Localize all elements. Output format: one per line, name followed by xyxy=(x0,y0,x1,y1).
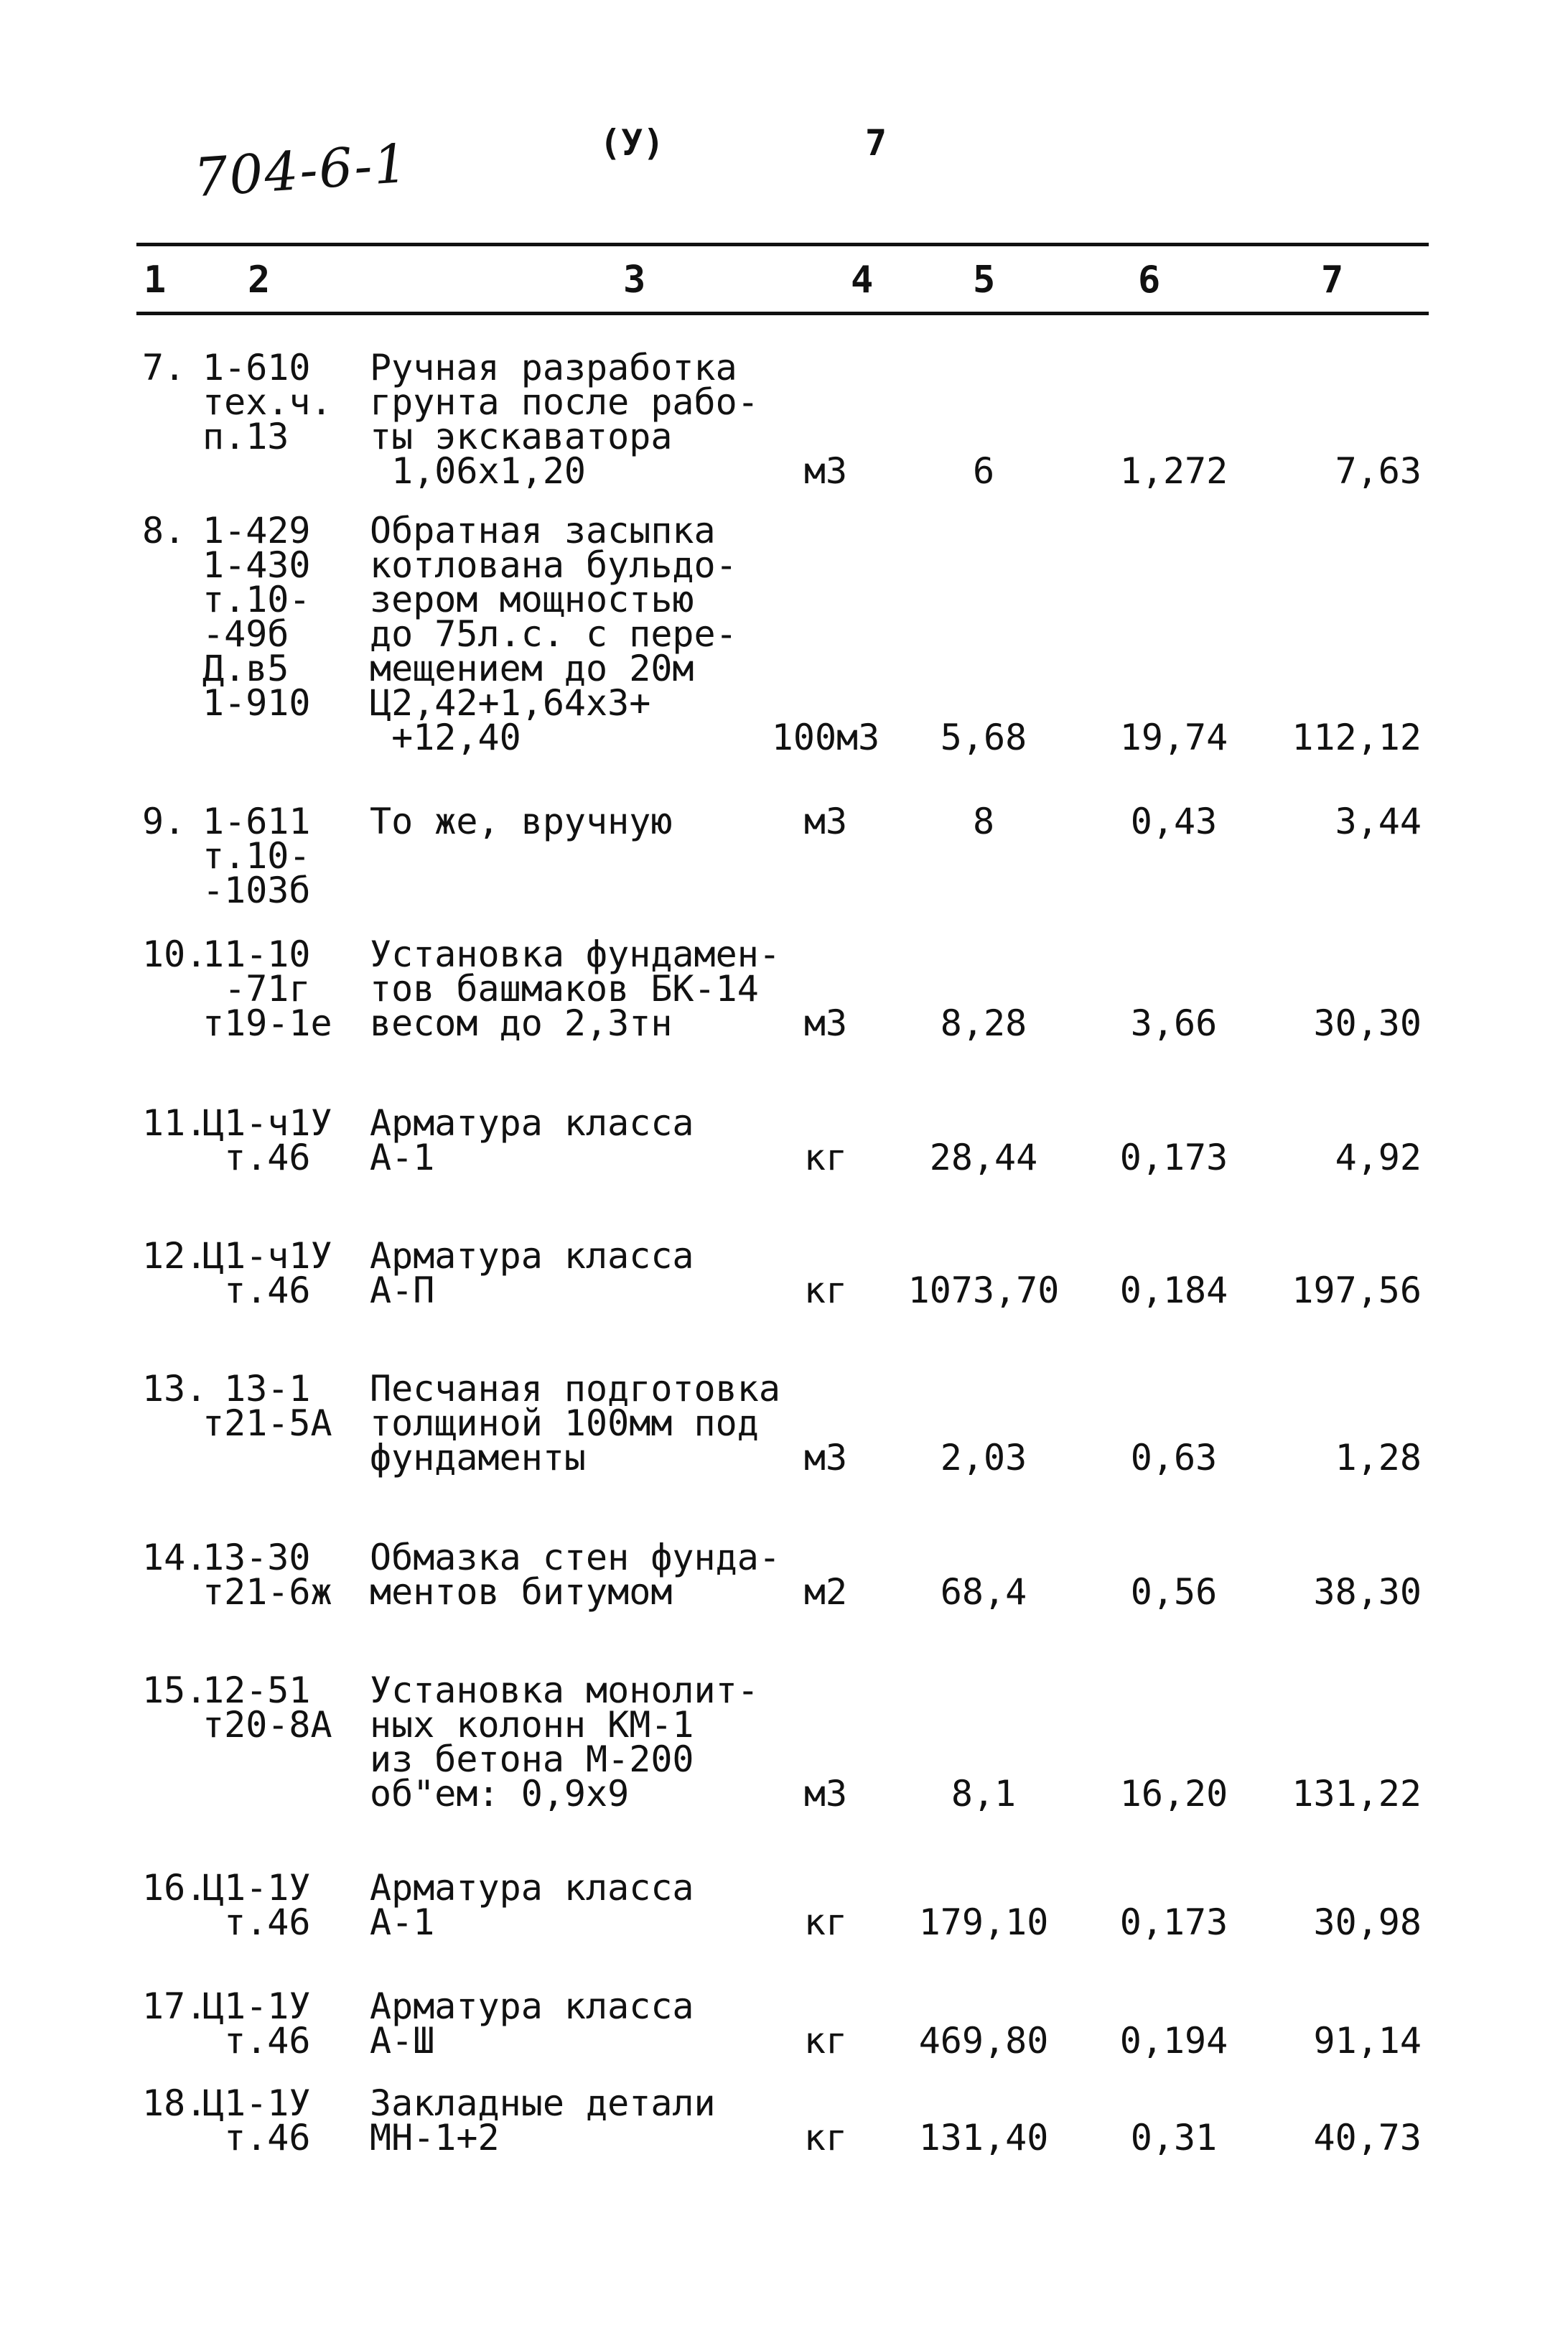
row-number: 17. xyxy=(142,1985,207,2027)
row-number: 12. xyxy=(142,1235,207,1277)
work-description xyxy=(370,801,673,842)
norm-code-line: т.10- xyxy=(202,579,311,620)
work-description-line: Закладные детали xyxy=(370,2082,716,2124)
norm-code xyxy=(202,933,332,1044)
norm-code xyxy=(202,1985,311,2062)
total-cost: 1,28 xyxy=(1335,1437,1422,1479)
work-description xyxy=(370,1368,780,1479)
quantity: 8,28 xyxy=(940,1002,1027,1044)
work-description-line: 1,06x1,20 xyxy=(370,450,587,492)
unit: кг xyxy=(803,2020,848,2062)
unit: кг xyxy=(803,1137,848,1178)
norm-code-line: Ц1-ч1У xyxy=(202,1235,332,1277)
unit-price: 0,184 xyxy=(1119,1270,1228,1311)
norm-code-line: 1-429 xyxy=(202,510,311,551)
total-cost: 91,14 xyxy=(1313,2020,1422,2062)
norm-code-line: 1-430 xyxy=(202,544,311,586)
quantity: 1073,70 xyxy=(907,1270,1060,1311)
norm-code-line: -49б xyxy=(202,613,289,655)
norm-code-line: Ц1-1У xyxy=(202,1985,311,2027)
norm-code-line: т.46 xyxy=(202,2020,311,2062)
work-description-line: из бетона М-200 xyxy=(370,1738,694,1780)
work-description-line: Арматура класса xyxy=(370,1235,694,1277)
norm-code-line: 13-1 xyxy=(202,1368,311,1410)
work-description-line: фундаменты xyxy=(370,1437,587,1479)
work-description-line: Песчаная подготовка xyxy=(370,1368,780,1410)
norm-code xyxy=(202,1670,332,1746)
norm-code-line: Ц1-1У xyxy=(202,2082,311,2124)
quantity: 5,68 xyxy=(940,717,1027,758)
unit: кг xyxy=(803,2117,848,2159)
total-cost: 3,44 xyxy=(1335,801,1422,842)
header-mark: (У) xyxy=(599,122,665,164)
quantity: 28,44 xyxy=(929,1137,1038,1178)
work-description-line: А-1 xyxy=(370,1901,435,1943)
norm-code-line: т21-6ж xyxy=(202,1571,332,1613)
norm-code-line: 1-910 xyxy=(202,682,311,724)
quantity: 8 xyxy=(972,801,995,842)
work-description-line: Обмазка стен фунда- xyxy=(370,1537,780,1578)
norm-code xyxy=(202,1537,332,1613)
unit: м2 xyxy=(803,1571,848,1613)
unit-price: 0,194 xyxy=(1119,2020,1228,2062)
quantity: 179,10 xyxy=(918,1901,1049,1943)
work-description-line: ных колонн КМ-1 xyxy=(370,1704,694,1746)
total-cost: 4,92 xyxy=(1335,1137,1422,1178)
norm-code-line: 13-30 xyxy=(202,1537,311,1578)
handwritten-code: 704-6-1 xyxy=(192,132,411,210)
work-description-line: +12,40 xyxy=(370,717,521,758)
norm-code-line: Д.в5 xyxy=(202,648,289,689)
col-header-4: 4 xyxy=(851,259,874,302)
work-description-line: Ц2,42+1,64x3+ xyxy=(370,682,651,724)
col-header-1: 1 xyxy=(144,259,167,302)
work-description-line: котлована бульдо- xyxy=(370,544,737,586)
row-number: 13. xyxy=(142,1368,207,1410)
row-number: 8. xyxy=(142,510,186,551)
quantity: 6 xyxy=(972,450,995,492)
row-number: 15. xyxy=(142,1670,207,1711)
work-description-line: весом до 2,3тн xyxy=(370,1002,673,1044)
total-cost: 7,63 xyxy=(1335,450,1422,492)
norm-code xyxy=(202,801,311,911)
work-description-line: Установка монолит- xyxy=(370,1670,759,1711)
total-cost: 40,73 xyxy=(1313,2117,1422,2159)
norm-code-line: т.46 xyxy=(202,1137,311,1178)
norm-code xyxy=(202,2082,311,2159)
row-number: 16. xyxy=(142,1867,207,1909)
total-cost: 197,56 xyxy=(1292,1270,1422,1311)
work-description xyxy=(370,1670,759,1815)
norm-code-line: -71г xyxy=(202,968,311,1010)
top-rule xyxy=(136,243,1429,246)
work-description-line: Обратная засыпка xyxy=(370,510,716,551)
row-number: 9. xyxy=(142,801,186,842)
norm-code-line: т.46 xyxy=(202,1270,311,1311)
work-description-line: до 75л.с. с пере- xyxy=(370,613,737,655)
work-description-line: МН-1+2 xyxy=(370,2117,500,2159)
row-number: 7. xyxy=(142,347,186,388)
unit: м3 xyxy=(803,1773,848,1815)
norm-code xyxy=(202,1368,332,1444)
work-description-line: То же, вручную xyxy=(370,801,673,842)
norm-code xyxy=(202,347,332,457)
col-header-2: 2 xyxy=(248,259,271,302)
norm-code-line: 11-10 xyxy=(202,933,311,975)
work-description-line: тов башмаков БК-14 xyxy=(370,968,759,1010)
work-description xyxy=(370,510,737,758)
norm-code xyxy=(202,1235,332,1311)
work-description-line: Арматура класса xyxy=(370,1867,694,1909)
unit: 100м3 xyxy=(771,717,880,758)
header-rule xyxy=(136,312,1429,315)
total-cost: 131,22 xyxy=(1292,1773,1422,1815)
norm-code-line: т.46 xyxy=(202,1901,311,1943)
work-description xyxy=(370,347,759,492)
unit-price: 0,173 xyxy=(1119,1901,1228,1943)
page-number: 7 xyxy=(865,122,887,164)
col-header-7: 7 xyxy=(1321,259,1344,302)
work-description-line: Ручная разработка xyxy=(370,347,737,388)
unit-price: 0,173 xyxy=(1119,1137,1228,1178)
work-description xyxy=(370,1985,694,2062)
work-description-line: А-1 xyxy=(370,1137,435,1178)
work-description xyxy=(370,1537,780,1613)
norm-code xyxy=(202,1102,332,1178)
unit-price: 19,74 xyxy=(1119,717,1228,758)
unit: м3 xyxy=(803,1437,848,1479)
unit-price: 1,272 xyxy=(1119,450,1228,492)
unit: м3 xyxy=(803,450,848,492)
work-description-line: мещением до 20м xyxy=(370,648,694,689)
work-description-line: Арматура класса xyxy=(370,1985,694,2027)
work-description-line: толщиной 100мм под xyxy=(370,1402,759,1444)
total-cost: 112,12 xyxy=(1292,717,1422,758)
norm-code-line: 1-611 xyxy=(202,801,311,842)
work-description xyxy=(370,1102,694,1178)
norm-code-line: -103б xyxy=(202,870,311,911)
norm-code-line: Ц1-1У xyxy=(202,1867,311,1909)
work-description-line: А-Ш xyxy=(370,2020,435,2062)
quantity: 131,40 xyxy=(918,2117,1049,2159)
row-number: 11. xyxy=(142,1102,207,1144)
norm-code-line: п.13 xyxy=(202,416,289,457)
col-header-3: 3 xyxy=(623,259,646,302)
quantity: 469,80 xyxy=(918,2020,1049,2062)
row-number: 18. xyxy=(142,2082,207,2124)
unit: м3 xyxy=(803,801,848,842)
unit: кг xyxy=(803,1901,848,1943)
work-description-line: А-П xyxy=(370,1270,435,1311)
norm-code-line: т20-8А xyxy=(202,1704,332,1746)
unit-price: 0,43 xyxy=(1130,801,1218,842)
unit: кг xyxy=(803,1270,848,1311)
norm-code xyxy=(202,510,311,724)
norm-code-line: тех.ч. xyxy=(202,381,332,423)
work-description-line: ты экскаватора xyxy=(370,416,673,457)
row-number: 14. xyxy=(142,1537,207,1578)
work-description xyxy=(370,1867,694,1943)
work-description xyxy=(370,933,780,1044)
unit-price: 3,66 xyxy=(1130,1002,1218,1044)
work-description-line: об"ем: 0,9х9 xyxy=(370,1773,630,1815)
total-cost: 38,30 xyxy=(1313,1571,1422,1613)
quantity: 68,4 xyxy=(940,1571,1027,1613)
total-cost: 30,98 xyxy=(1313,1901,1422,1943)
norm-code-line: т21-5А xyxy=(202,1402,332,1444)
norm-code-line: 1-610 xyxy=(202,347,311,388)
unit: м3 xyxy=(803,1002,848,1044)
total-cost: 30,30 xyxy=(1313,1002,1422,1044)
unit-price: 0,63 xyxy=(1130,1437,1218,1479)
row-number: 10. xyxy=(142,933,207,975)
norm-code xyxy=(202,1867,311,1943)
work-description-line: грунта после рабо- xyxy=(370,381,759,423)
work-description xyxy=(370,1235,694,1311)
norm-code-line: т.46 xyxy=(202,2117,311,2159)
work-description xyxy=(370,2082,716,2159)
quantity: 8,1 xyxy=(951,1773,1017,1815)
col-header-6: 6 xyxy=(1138,259,1161,302)
norm-code-line: Ц1-ч1У xyxy=(202,1102,332,1144)
norm-code-line: 12-51 xyxy=(202,1670,311,1711)
quantity: 2,03 xyxy=(940,1437,1027,1479)
work-description-line: ментов битумом xyxy=(370,1571,673,1613)
work-description-line: Арматура класса xyxy=(370,1102,694,1144)
unit-price: 0,31 xyxy=(1130,2117,1218,2159)
col-header-5: 5 xyxy=(973,259,996,302)
unit-price: 16,20 xyxy=(1119,1773,1228,1815)
work-description-line: зером мощностью xyxy=(370,579,694,620)
norm-code-line: т.10- xyxy=(202,835,311,877)
unit-price: 0,56 xyxy=(1130,1571,1218,1613)
norm-code-line: т19-1е xyxy=(202,1002,332,1044)
work-description-line: Установка фундамен- xyxy=(370,933,780,975)
